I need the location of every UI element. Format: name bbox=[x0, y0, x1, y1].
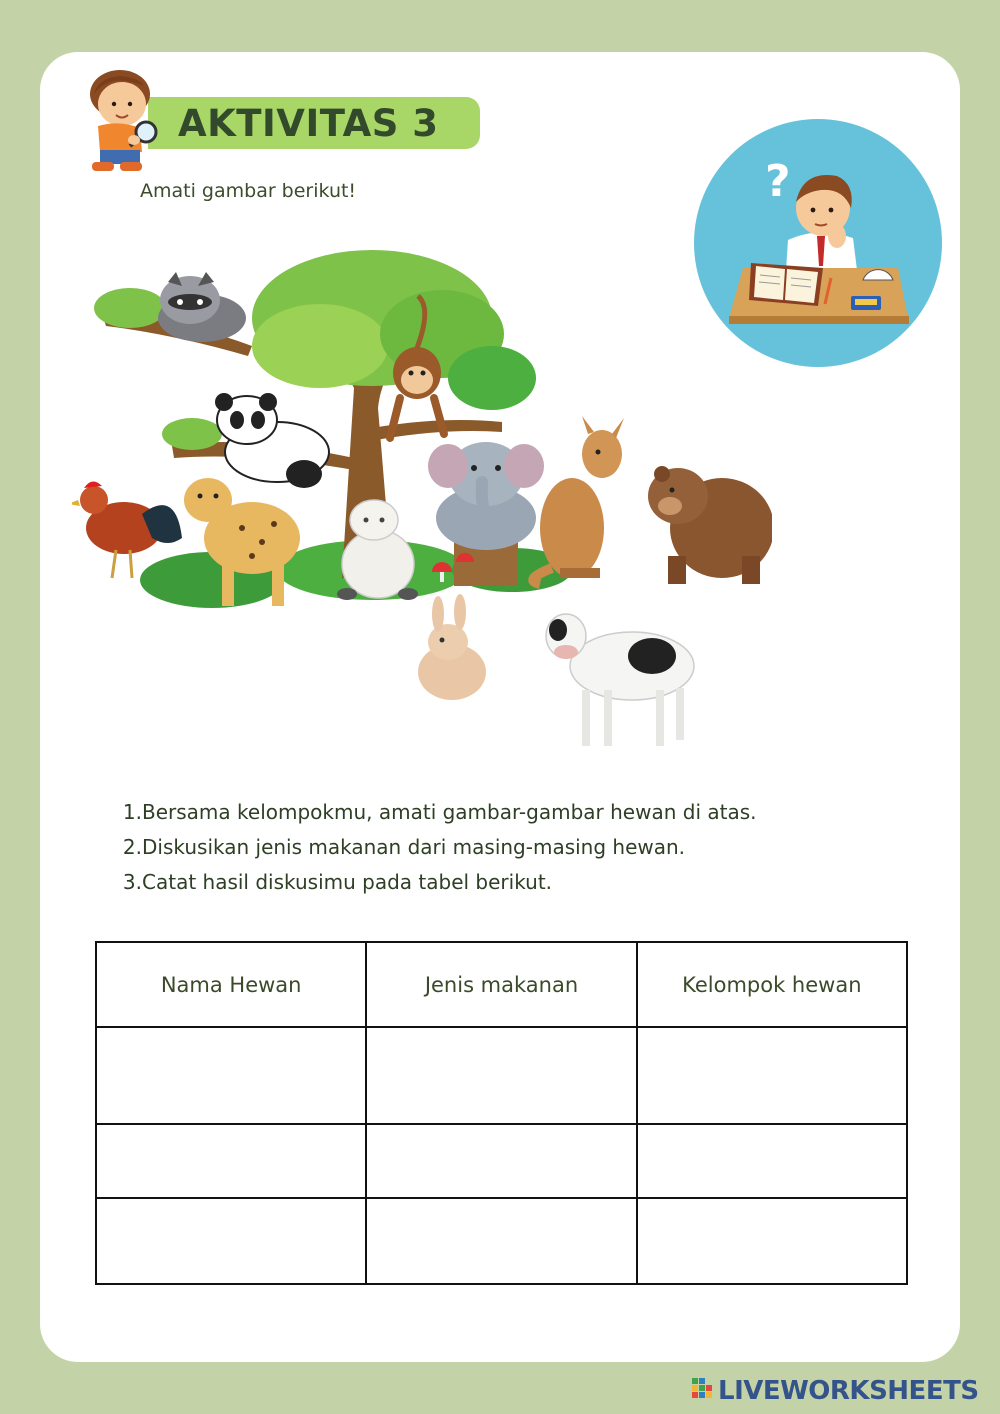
answer-cell[interactable] bbox=[366, 1027, 636, 1124]
instruction-list bbox=[112, 795, 756, 900]
cow-icon bbox=[546, 614, 694, 746]
answer-cell[interactable] bbox=[637, 1124, 907, 1198]
instruction-item: 2.Diskusikan jenis makanan dari masing-masing hewan. bbox=[122, 835, 686, 859]
liveworksheets-logo-icon bbox=[692, 1378, 714, 1404]
answer-cell[interactable] bbox=[96, 1198, 366, 1284]
table-row bbox=[96, 1124, 907, 1198]
kangaroo-icon bbox=[533, 416, 624, 584]
svg-text:?: ? bbox=[765, 156, 791, 207]
answer-cell[interactable] bbox=[96, 1027, 366, 1124]
table-row bbox=[96, 1198, 907, 1284]
column-header-animal-group: Kelompok hewan bbox=[637, 942, 907, 1027]
answer-cell[interactable] bbox=[96, 1124, 366, 1198]
boy-with-magnifier-icon bbox=[70, 68, 166, 176]
raccoon-icon bbox=[158, 272, 246, 342]
answer-cell[interactable] bbox=[637, 1198, 907, 1284]
instruction-item: 1.Bersama kelompokmu, amati gambar-gambar hewan di atas. bbox=[122, 800, 757, 824]
answer-table bbox=[95, 941, 908, 1285]
answer-cell[interactable] bbox=[366, 1198, 636, 1284]
instruction-subtitle: Amati gambar berikut! bbox=[140, 180, 357, 202]
table-row bbox=[96, 1027, 907, 1124]
column-header-animal-name: Nama Hewan bbox=[96, 942, 366, 1027]
answer-cell[interactable] bbox=[637, 1027, 907, 1124]
instruction-item: 3.Catat hasil diskusimu pada tabel berikut. bbox=[122, 870, 553, 894]
liveworksheets-brand[interactable] bbox=[692, 1373, 979, 1409]
rabbit-icon bbox=[418, 594, 486, 700]
brand-name: LIVEWORKSHEETS bbox=[718, 1376, 979, 1406]
table-header-row bbox=[96, 942, 907, 1027]
animal-scene-illustration bbox=[72, 238, 772, 758]
answer-cell[interactable] bbox=[366, 1124, 636, 1198]
page-title: AKTIVITAS 3 bbox=[178, 102, 439, 145]
bear-icon bbox=[648, 466, 772, 584]
panda-icon bbox=[215, 393, 329, 488]
elephant-icon bbox=[428, 442, 544, 550]
column-header-food-type: Jenis makanan bbox=[366, 942, 636, 1027]
